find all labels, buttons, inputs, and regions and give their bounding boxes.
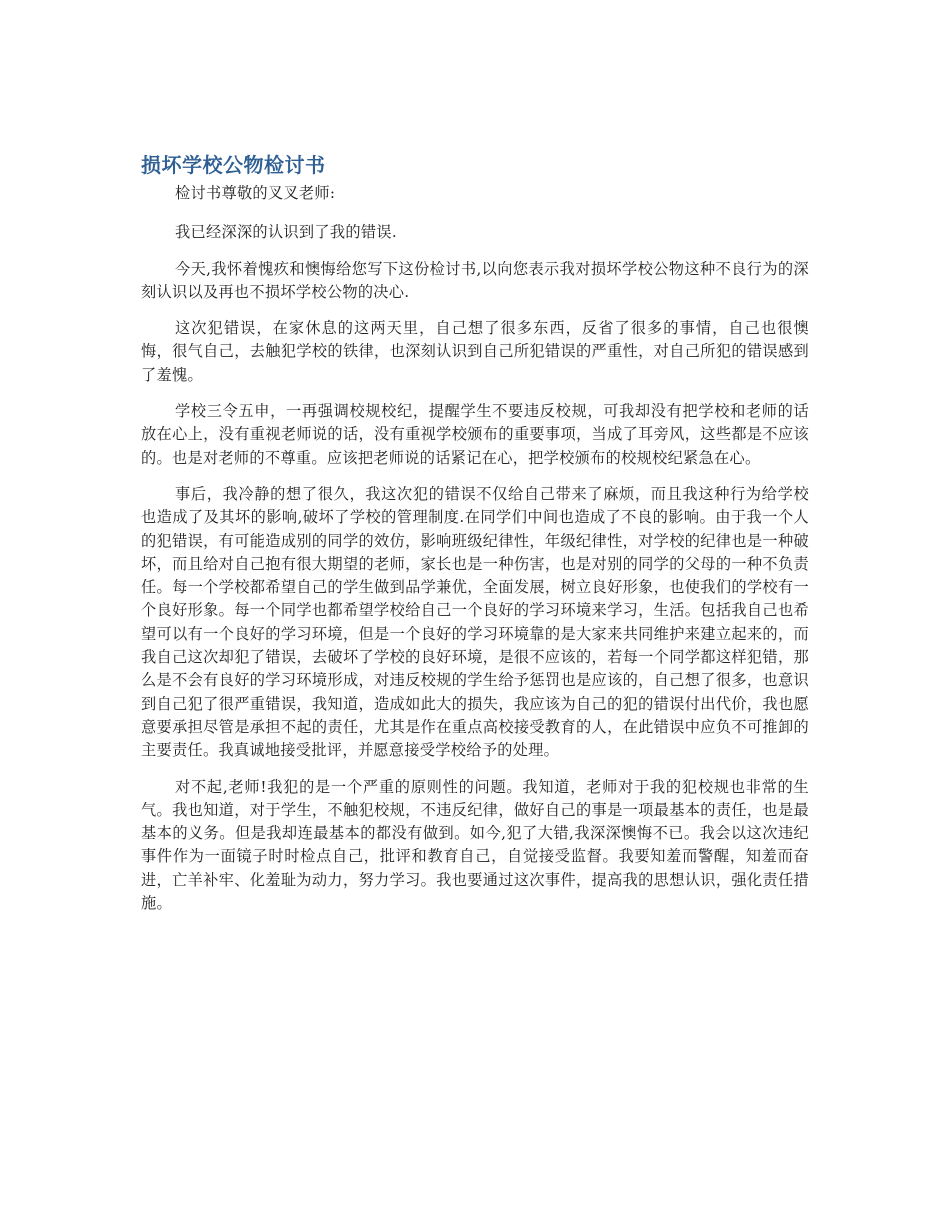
- paragraph-6: 事后，我冷静的想了很久，我这次犯的错误不仅给自己带来了麻烦，而且我这种行为给学校也造成了及其坏的影响,破坏了学校的管理制度.在同学们中间也造成了不良的影响。由于我一个人的犯错误，有可能造成别的同学的效仿，影响班级纪律性，年级纪律性，对学校的纪律也是一种破坏，而且给对自己抱有很大期望的老师，家长也是一种伤害，也是对别的同学的父母的一种不负责任。每一个学校都希望自己的学生做到品学兼优，全面发展，树立良好形象，也使我们的学校有一个良好形象。每一个同学也都希望学校给自己一个良好的学习环境来学习，生活。包括我自己也希望可以有一个良好的学习环境，但是一个良好的学习环境靠的是大家来共同维护来建立起来的，而我自己这次却犯了错误，去破坏了学校的良好环境，是很不应该的，若每一个同学都这样犯错，那么是不会有良好的学习环境形成，对违反校规的学生给予惩罚也是应该的，自己想了很多，也意识到自己犯了很严重错误，我知道，造成如此大的损失，我应该为自己的犯的错误付出代价，我也愿意要承担尽管是承担不起的责任，尤其是作在重点高校接受教育的人，在此错误中应负不可推卸的主要责任。我真诚地接受批评，并愿意接受学校给予的处理。: [141, 484, 809, 760]
- paragraph-salutation: 检讨书尊敬的叉叉老师:: [175, 184, 336, 202]
- paragraph-4: 这次犯错误，在家休息的这两天里，自己想了很多东西，反省了很多的事情，自己也很懊悔，很气自己，去触犯学校的铁律，也深刻认识到自己所犯错误的严重性，对自己所犯的错误感到了羞愧。: [141, 319, 809, 384]
- document-title: 损坏学校公物检讨书: [141, 153, 326, 177]
- document-body: [141, 152, 809, 928]
- paragraph-5: 学校三令五申，一再强调校规校纪，提醒学生不要违反校规，可我却没有把学校和老师的话放在心上，没有重视老师说的话，没有重视学校颁布的重要事项，当成了耳旁风，这些都是不应该的。也是对老师的不尊重。应该把老师说的话紧记在心，把学校颁布的校规校纪紧急在心。: [141, 402, 809, 467]
- paragraph-7: 对不起,老师!我犯的是一个严重的原则性的问题。我知道，老师对于我的犯校规也非常的生气。我也知道，对于学生，不触犯校规，不违反纪律，做好自己的事是一项最基本的责任，也是最基本的义务。但是我却连最基本的都没有做到。如今,犯了大错,我深深懊悔不已。我会以这次违纪事件作为一面镜子时时检点自己，批评和教育自己，自觉接受监督。我要知羞而警醒，知羞而奋进，亡羊补牢、化羞耻为动力，努力学习。我也要通过这次事件，提高我的思想认识，强化责任措施。: [141, 777, 809, 913]
- paragraph-2: 我已经深深的认识到了我的错误.: [175, 223, 397, 242]
- paragraph-3: 今天,我怀着愧疚和懊悔给您写下这份检讨书,以向您表示我对损坏学校公物这种不良行为的深刻认识以及再也不损坏学校公物的决心.: [141, 259, 809, 301]
